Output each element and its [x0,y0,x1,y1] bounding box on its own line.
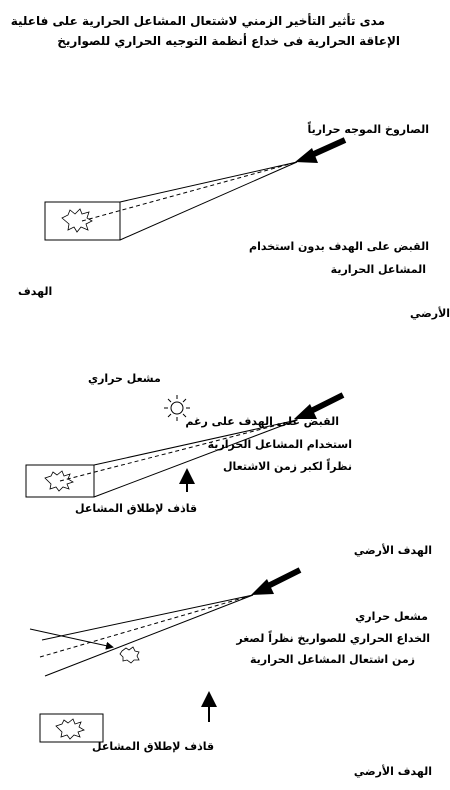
panel1-capture-line-2: المشاعل الحرارية [330,263,426,276]
panel1-graphics [45,140,345,240]
panel2-capture-line-3: نظراً لكبر زمن الاشتعال [222,460,352,473]
panel2-capture-line-2: استخدام المشاعل الحرارية [207,438,352,451]
panel3-beam-top [42,595,253,640]
panel1-missile-arrowhead [295,148,318,163]
panel3-ground-target-label: الهدف الأرضي [353,765,432,778]
panel2-target-burst-icon [45,471,73,491]
title-line-2: الإعاقة الحرارية فى خداع أنظمة التوجيه الحراري للصواريخ [57,34,400,48]
panel3-beam-bottom [45,595,253,676]
title-line-1: مدى تأثير التأخير الزمني لاشتعال المشاعل الحرارية على فاعلية [10,14,385,28]
panel1-capture-line-1: القبض على الهدف بدون استخدام [249,240,429,253]
panel1-beam-center [82,162,297,221]
panel2-capture-line-1: القبض على الهدف على رغم [185,415,339,428]
panel3-deception-line-1: الخداع الحراري للصواريخ نظراً لصغر [236,632,430,645]
panel2-launcher-label: قاذف لإطلاق المشاعل [75,502,198,515]
panel3-target-burst-icon [56,719,84,739]
panel3-deflection-arrow-icon [30,629,112,647]
panel3-beam-center [40,595,253,657]
panel3-deception-line-2: زمن اشتعال المشاعل الحرارية [250,653,415,666]
panel3-flare-label: مشعل حراري [355,610,428,623]
panel1-target-label: الهدف [18,285,53,298]
panel1-ground-label: الأرضي [410,307,450,320]
panel1-beam-top [120,162,297,202]
panel1-target-burst-icon [62,209,92,232]
panel2-flare-label: مشعل حراري [88,372,161,385]
panel1-beam-bottom [120,162,297,240]
panel3-flare-burst-icon [120,647,139,663]
panel1-missile-label: الصاروخ الموجه حرارياً [307,123,429,136]
panel2-ground-target-label: الهدف الأرضي [353,544,432,557]
panel3-launcher-label: قاذف لإطلاق المشاعل [92,740,215,753]
